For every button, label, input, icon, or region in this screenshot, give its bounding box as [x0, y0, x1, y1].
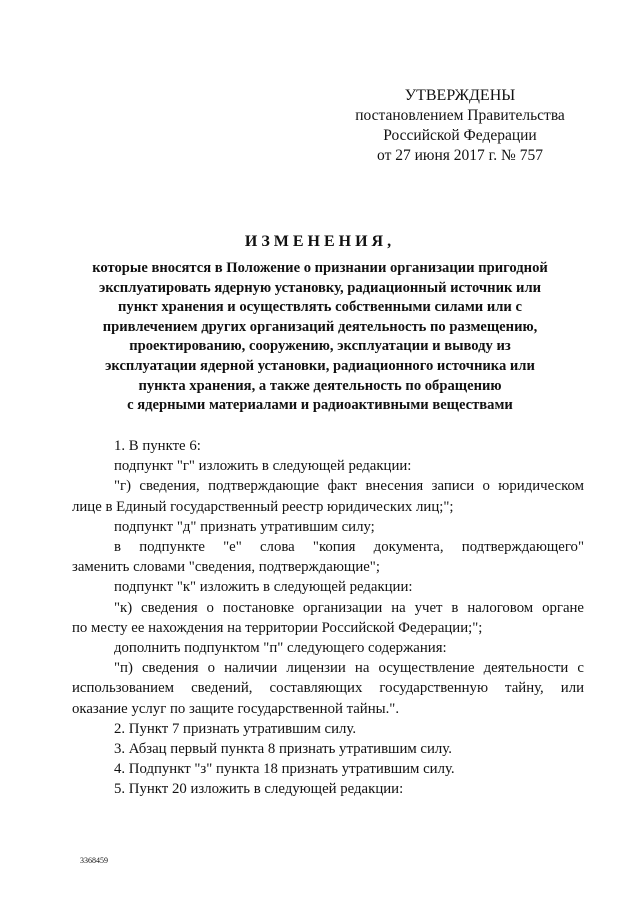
approval-heading: УТВЕРЖДЕНЫ	[404, 87, 516, 104]
body-line: 2. Пункт 7 признать утратившим силу.	[114, 720, 357, 737]
document-code: 3368459	[80, 856, 108, 865]
body-line: 3. Абзац первый пункта 8 признать утратившим силу.	[114, 741, 452, 758]
body-line: в подпункте "е" слова "копия документа, подтверждающего"	[114, 539, 584, 556]
body-line: 4. Подпункт "з" пункта 18 признать утратившим силу.	[114, 761, 455, 778]
subtitle-line: проектированию, сооружению, эксплуатации и выводу из	[129, 338, 511, 355]
body-line: подпункт "к" изложить в следующей редакции:	[114, 579, 413, 596]
body-line: "к) сведения о постановке организации на учет в налоговом органе	[114, 599, 584, 616]
body-line: "г) сведения, подтверждающие факт внесения записи о юридическом	[114, 478, 584, 495]
subtitle-line: эксплуатировать ядерную установку, радиационный источник или	[98, 279, 542, 296]
subtitle-line: которые вносятся в Положение о признании организации пригодной	[92, 260, 548, 276]
subtitle-line: с ядерными материалами и радиоактивными веществами	[127, 397, 513, 414]
body-line: подпункт "д" признать утратившим силу;	[114, 518, 375, 535]
body-line: оказание услуг по защите государственной тайны.".	[72, 700, 400, 717]
approval-line-1: постановлением Правительства	[355, 107, 565, 124]
subtitle-line: пункт хранения и осуществлять собственными силами или с	[118, 299, 522, 316]
subtitle-line: эксплуатации ядерной установки, радиационного источника или	[105, 357, 535, 374]
body-line: подпункт "г" изложить в следующей редакции:	[114, 458, 412, 475]
approval-line-2: Российской Федерации	[383, 127, 537, 144]
body-line: по месту ее нахождения на территории Российской Федерации;";	[72, 619, 483, 636]
body-line: заменить словами "сведения, подтверждающие";	[72, 559, 380, 576]
document-body	[72, 436, 584, 800]
body-line: 5. Пункт 20 изложить в следующей редакции:	[114, 781, 404, 798]
approval-line-3: от 27 июня 2017 г. № 757	[377, 147, 543, 164]
body-line: использованием сведений, составляющих государственную тайну, или	[72, 680, 584, 697]
body-line: 1. В пункте 6:	[114, 438, 201, 454]
subtitle-line: привлечением других организаций деятельность по размещению,	[102, 318, 538, 335]
document-subtitle	[60, 259, 580, 416]
body-line: лице в Единый государственный реестр юридических лиц;";	[72, 498, 454, 515]
document-title: ИЗМЕНЕНИЯ,	[244, 233, 396, 250]
body-line: "п) сведения о наличии лицензии на осуществление деятельности с	[114, 660, 584, 677]
approval-block	[340, 86, 580, 166]
subtitle-line: пункта хранения, а также деятельность по обращению	[138, 377, 502, 394]
body-line: дополнить подпунктом "п" следующего содержания:	[114, 640, 447, 657]
